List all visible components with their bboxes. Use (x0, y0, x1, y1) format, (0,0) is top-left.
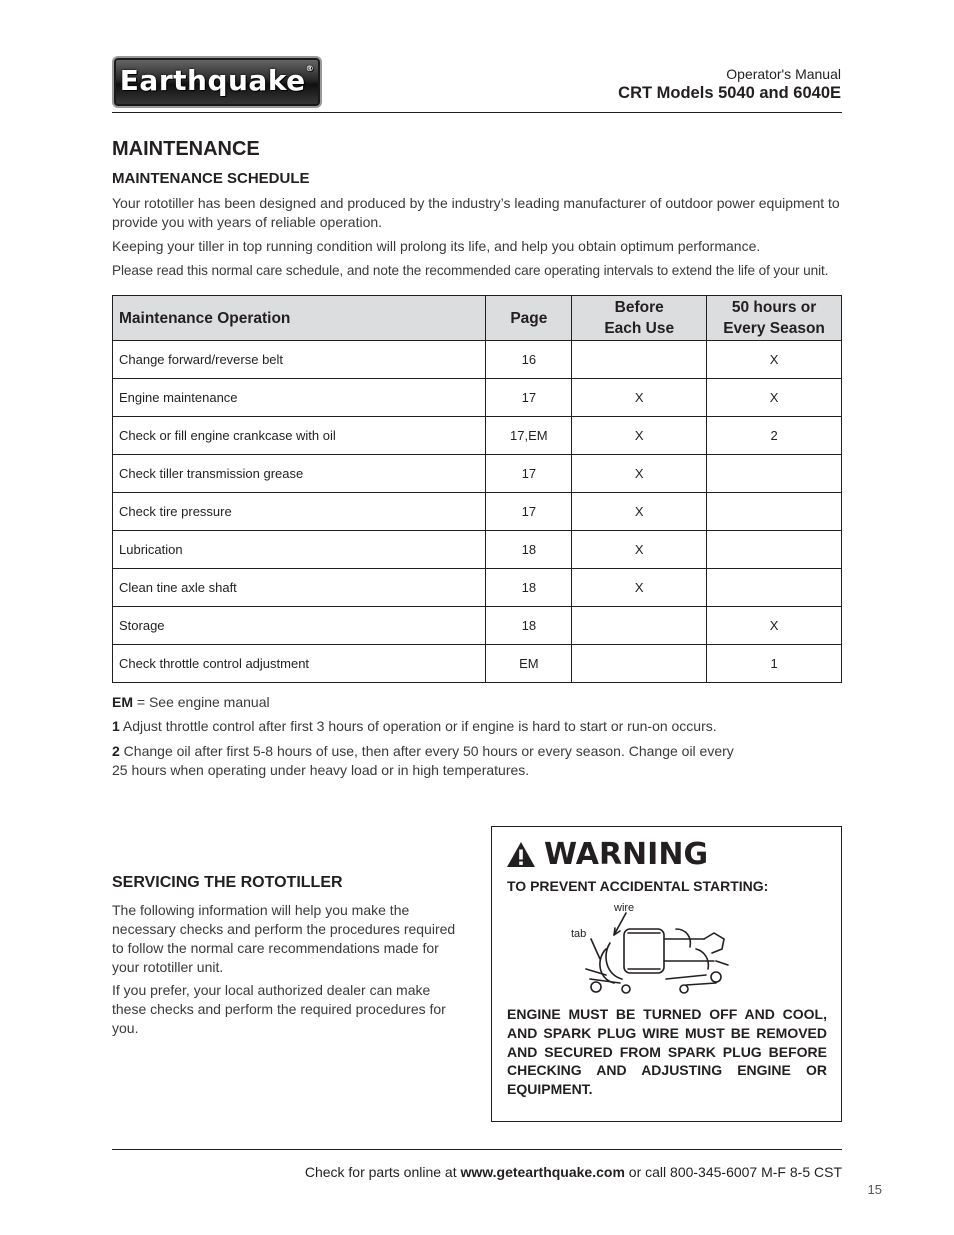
header-before-each-use: Before Each Use (572, 296, 707, 341)
footer-text: Check for parts online at www.getearthquake.com or call 800-345-6007 M-F 8-5 CST (304, 1164, 842, 1180)
cell-page: 18 (486, 569, 572, 607)
cell-operation: Engine maintenance (113, 379, 486, 417)
table-row (113, 417, 842, 455)
cell-season: X (707, 607, 842, 645)
warning-body: ENGINE MUST BE TURNED OFF AND COOL, AND SPARK PLUG WIRE MUST BE REMOVED AND SECURED FROM SPARK PLUG BEFORE CHECKING AND ADJUSTING ENGINE OR EQUIPMENT. (507, 1006, 827, 1098)
cell-before: X (572, 569, 707, 607)
cell-page: 17 (486, 379, 572, 417)
registered-mark: ® (305, 64, 315, 73)
table-row (113, 569, 842, 607)
cell-season (707, 531, 842, 569)
earthquake-logo (112, 56, 322, 108)
cell-before (572, 645, 707, 683)
cell-season (707, 493, 842, 531)
cell-operation: Check throttle control adjustment (113, 645, 486, 683)
cell-before: X (572, 531, 707, 569)
header-page: Page (486, 296, 572, 341)
table-row (113, 607, 842, 645)
warning-box (491, 826, 842, 1122)
maintenance-schedule-table (112, 295, 842, 683)
cell-season: 1 (707, 645, 842, 683)
intro-paragraph-1: Your rototiller has been designed and produced by the industry’s leading manufacturer of outdoor power equipment to provide you with years of reliable operation. (112, 195, 840, 230)
table-row (113, 455, 842, 493)
header-operation: Maintenance Operation (113, 296, 486, 341)
cell-before: X (572, 455, 707, 493)
warning-title: WARNING (506, 837, 708, 872)
cell-page: 17 (486, 455, 572, 493)
header-every-season: 50 hours or Every Season (707, 296, 842, 341)
logo-wordmark: Earthquake® (119, 64, 315, 97)
spark-plug-wire-illustration (566, 899, 736, 999)
cell-before: X (572, 493, 707, 531)
cell-page: 18 (486, 531, 572, 569)
intro-paragraph-2: Keeping your tiller in top running condition will prolong its life, and help you obtain optimum performance. (112, 238, 761, 254)
manual-models: CRT Models 5040 and 6040E (618, 84, 841, 102)
table-row (113, 341, 842, 379)
warning-subtitle: TO PREVENT ACCIDENTAL STARTING: (507, 878, 769, 894)
illustration-label-wire: wire (614, 902, 635, 914)
note-1: 1 Adjust throttle control after first 3 hours of operation or if engine is hard to start or run-on occurs. (112, 718, 717, 734)
cell-before: X (572, 417, 707, 455)
table-row (113, 379, 842, 417)
section-title: MAINTENANCE (112, 138, 260, 160)
cell-page: EM (486, 645, 572, 683)
header-rule (112, 112, 842, 113)
footer-rule (112, 1149, 842, 1150)
intro-paragraph-3: Please read this normal care schedule, and note the recommended care operating intervals to extend the life of your unit. (112, 263, 829, 278)
cell-season: X (707, 341, 842, 379)
table-header-row (113, 296, 842, 341)
warning-triangle-icon (506, 841, 536, 868)
table-row (113, 645, 842, 683)
cell-operation: Lubrication (113, 531, 486, 569)
cell-season: X (707, 379, 842, 417)
cell-before (572, 341, 707, 379)
note-2: 2 Change oil after first 5-8 hours of use, then after every 50 hours or every season. Change oil every 25 hours when operating under heavy load or in high temperatures. (112, 743, 734, 778)
cell-operation: Storage (113, 607, 486, 645)
cell-before: X (572, 379, 707, 417)
manual-title: Operator's Manual (726, 66, 841, 82)
cell-page: 16 (486, 341, 572, 379)
cell-season (707, 569, 842, 607)
cell-operation: Check tire pressure (113, 493, 486, 531)
illustration-label-tab: tab (571, 928, 587, 940)
note-em: EM = See engine manual (112, 694, 270, 710)
page-number: 15 (867, 1182, 882, 1197)
table-row (113, 531, 842, 569)
cell-page: 17 (486, 493, 572, 531)
table-row (113, 493, 842, 531)
cell-before (572, 607, 707, 645)
cell-page: 17,EM (486, 417, 572, 455)
cell-operation: Clean tine axle shaft (113, 569, 486, 607)
servicing-paragraph-1: The following information will help you make the necessary checks and perform the procedures required to follow the normal care recommendations made for your rototiller unit. (112, 902, 456, 975)
servicing-title: SERVICING THE ROTOTILLER (112, 874, 343, 891)
section-subtitle: MAINTENANCE SCHEDULE (112, 170, 310, 187)
servicing-paragraph-2: If you prefer, your local authorized dealer can make these checks and perform the required procedures for you. (112, 982, 446, 1036)
cell-operation: Check or fill engine crankcase with oil (113, 417, 486, 455)
cell-page: 18 (486, 607, 572, 645)
cell-operation: Check tiller transmission grease (113, 455, 486, 493)
cell-season: 2 (707, 417, 842, 455)
cell-season (707, 455, 842, 493)
cell-operation: Change forward/reverse belt (113, 341, 486, 379)
footer-url-link[interactable]: www.getearthquake.com (460, 1164, 625, 1180)
